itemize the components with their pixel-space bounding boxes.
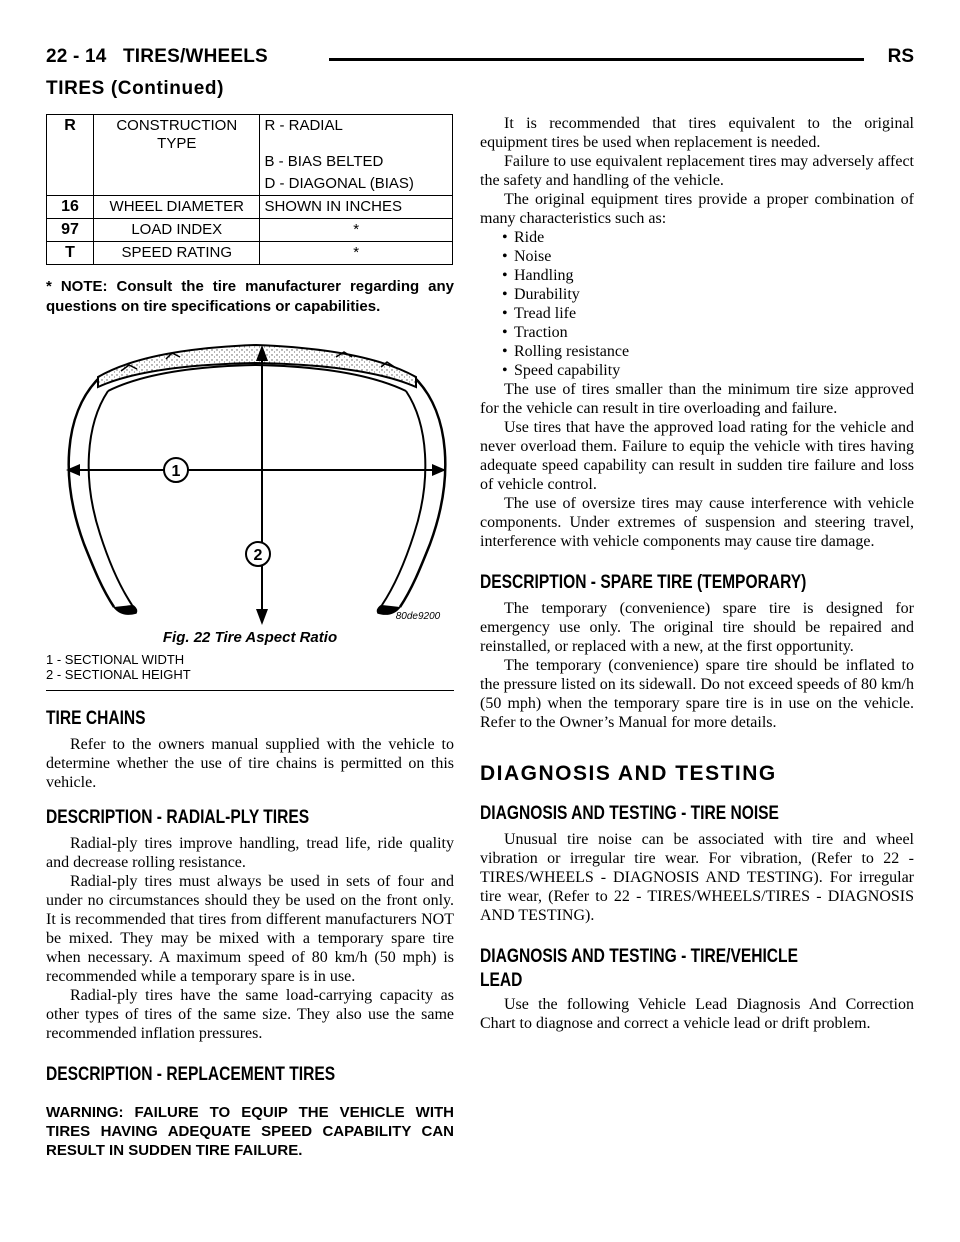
- left-column: [46, 114, 454, 1160]
- table-key: 16: [47, 196, 94, 219]
- legend-item: 1 - SECTIONAL WIDTH: [46, 652, 185, 667]
- characteristics-list: [480, 228, 914, 380]
- paragraph: It is recommended that tires equivalent to the original equipment tires be used when replacement is needed.: [480, 115, 914, 151]
- radial-ply-heading: DESCRIPTION - RADIAL-PLY TIRES: [46, 807, 310, 828]
- paragraph: Use the following Vehicle Lead Diagnosis And Correction Chart to diagnose and correct a vehicle lead or drift problem.: [480, 996, 914, 1032]
- paragraph: Refer to the owners manual supplied with the vehicle to determine whether the use of tire chains is permitted on this vehicle.: [46, 736, 454, 791]
- tire-aspect-figure: [46, 329, 454, 629]
- table-desc: CONSTRUCTION TYPE: [94, 115, 260, 196]
- table-values: R - RADIAL B - BIAS BELTED D - DIAGONAL (BIAS): [260, 115, 453, 196]
- tire-chains-section: [46, 707, 454, 792]
- paragraph: The original equipment tires provide a proper combination of many characteristics such as:: [480, 191, 914, 227]
- paragraph: The use of tires smaller than the minimum tire size approved for the vehicle can result in tire overloading and failure.: [480, 381, 914, 417]
- table-note: * NOTE: Consult the tire manufacturer regarding any questions on tire specifications or capabilities.: [46, 278, 454, 315]
- legend-item: 2 - SECTIONAL HEIGHT: [46, 667, 191, 682]
- tire-chains-heading: TIRE CHAINS: [46, 708, 146, 729]
- replacement-warning: WARNING: FAILURE TO EQUIP THE VEHICLE WITH TIRES HAVING ADEQUATE SPEED CAPABILITY CAN RESULT IN SUDDEN TIRE FAILURE.: [46, 1104, 454, 1159]
- list-item: • Noise: [502, 247, 914, 266]
- paragraph: Radial-ply tires have the same load-carrying capacity as other types of tires of the same size. They also use the same recommended inflation pressures.: [46, 987, 454, 1042]
- table-key: 97: [47, 219, 94, 242]
- table-row: [47, 219, 453, 242]
- paragraph: The temporary (convenience) spare tire is designed for emergency use only. The original tire should be repaired and reinstalled, or replaced with a new, at the first opportunity.: [480, 600, 914, 655]
- tire-noise-heading: DIAGNOSIS AND TESTING - TIRE NOISE: [480, 803, 779, 824]
- paragraph: Radial-ply tires improve handling, tread life, ride quality and decrease rolling resistance.: [46, 835, 454, 871]
- header-model-code: RS: [887, 46, 914, 67]
- figure-image-code: 80de9200: [395, 611, 441, 622]
- paragraph: Unusual tire noise can be associated with tire and wheel vibration or irregular tire wear. For vibration, (Refer to 22 - TIRES/WHEELS - DIAGNOSIS AND TESTING). For irregular tire wear, (Refer to 22 - TIRES/WHEELS/TIRES - DIAGNOSIS AND TESTING).: [480, 831, 914, 924]
- table-key: T: [47, 242, 94, 265]
- list-item: • Handling: [502, 266, 914, 285]
- list-item: • Traction: [502, 323, 914, 342]
- table-values: *: [260, 242, 453, 265]
- table-values: SHOWN IN INCHES: [260, 196, 453, 219]
- spare-tire-section: [480, 571, 914, 732]
- paragraph: The use of oversize tires may cause interference with vehicle components. Under extremes of suspension and steering travel, interference with vehicle components may cause tire damage.: [480, 495, 914, 550]
- tire-lead-heading: DIAGNOSIS AND TESTING - TIRE/VEHICLE LEAD: [480, 946, 798, 991]
- replacement-section: [46, 1063, 454, 1160]
- tire-cross-section-diagram: [46, 329, 454, 629]
- diagnosis-section: [480, 762, 914, 1033]
- table-desc: SPEED RATING: [94, 242, 260, 265]
- list-item: • Ride: [502, 228, 914, 247]
- list-item: • Rolling resistance: [502, 342, 914, 361]
- section-continued-title: TIRES (Continued): [46, 78, 225, 99]
- table-row: [47, 115, 453, 196]
- callout-2: 2: [253, 547, 263, 564]
- paragraph: Failure to use equivalent replacement tires may adversely affect the safety and handling of the vehicle.: [480, 153, 914, 189]
- header-title: 22 - 14 TIRES/WHEELS: [46, 46, 268, 67]
- list-item: • Tread life: [502, 304, 914, 323]
- table-desc: WHEEL DIAMETER: [94, 196, 260, 219]
- table-desc: LOAD INDEX: [94, 219, 260, 242]
- figure-legend: [46, 652, 454, 682]
- table-values: *: [260, 219, 453, 242]
- diagnosis-heading: DIAGNOSIS AND TESTING: [480, 762, 777, 785]
- right-column: [480, 114, 914, 1033]
- tire-code-table: [46, 114, 453, 265]
- spare-tire-heading: DESCRIPTION - SPARE TIRE (TEMPORARY): [480, 572, 807, 593]
- table-row: [47, 196, 453, 219]
- paragraph: The temporary (convenience) spare tire should be inflated to the pressure listed on its sidewall. Do not exceed speeds of 80 km/h (50 mph) when the temporary spare tire is in use on the vehicle. Refer to the Owner’s Manual for more details.: [480, 657, 914, 731]
- table-row: [47, 242, 453, 265]
- replacement-heading: DESCRIPTION - REPLACEMENT TIRES: [46, 1064, 336, 1085]
- list-item: • Speed capability: [502, 361, 914, 380]
- callout-1: 1: [171, 463, 181, 480]
- radial-ply-section: [46, 806, 454, 1043]
- paragraph: Use tires that have the approved load rating for the vehicle and never overload them. Failure to equip the vehicle with tires having adequate speed capability can result in sudden tire failure and loss of vehicle control.: [480, 419, 914, 493]
- table-key: R: [47, 115, 94, 196]
- page-header: [46, 46, 914, 72]
- paragraph: Radial-ply tires must always be used in sets of four and under no circumstances should they be used on the front only. It is recommended that tires from different manufacturers NOT be mixed. They may be mixed with a temporary spare tire when necessary. A maximum speed of 80 km/h (50 mph) is recommended while a temporary spare is in use.: [46, 873, 454, 985]
- header-rule: [329, 58, 864, 61]
- figure-divider: [46, 690, 454, 691]
- list-item: • Durability: [502, 285, 914, 304]
- figure-caption: Fig. 22 Tire Aspect Ratio: [162, 629, 338, 646]
